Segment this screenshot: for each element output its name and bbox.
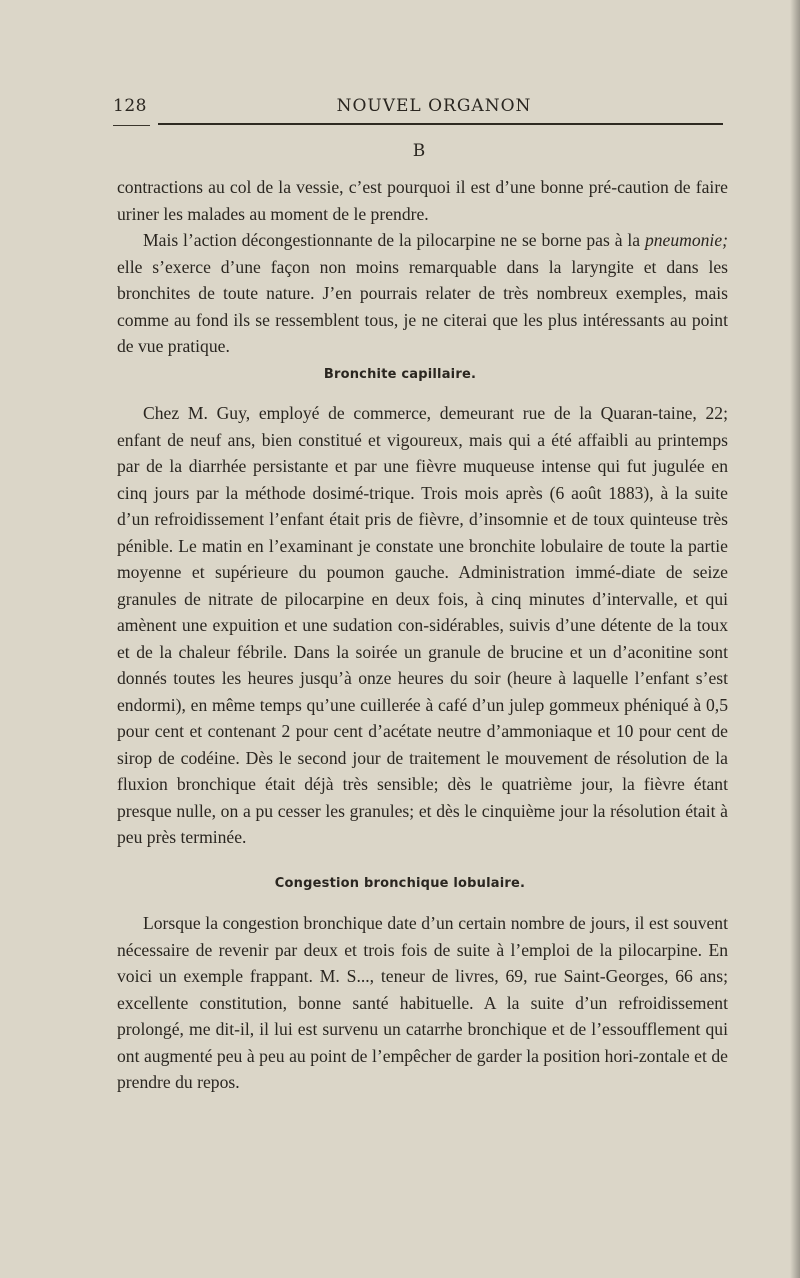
paragraph-block-1 <box>117 174 728 360</box>
paragraph-case-guy: Chez M. Guy, employé de commerce, demeurant rue de la Quaran-taine, 22; enfant de neuf ans, bien constitué et vigoureux, mais qui a été affaibli au printemps par de la diarrhée persistante et par une fièvre muqueuse intense qui fut jugulée en cinq jours par la méthode dosimé-trique. Trois mois après (6 août 1883), à la suite d’un refroidissement l’enfant était pris de fièvre, d’insomnie et de toux quinteuse très pénible. Le matin en l’examinant je constate une bronchite lobulaire de toute la partie moyenne et supérieure du poumon gauche. Administration immé-diate de seize granules de nitrate de pilocarpine en deux fois, à cinq minutes d’intervalle, et qui amènent une expuition et une sudation con-sidérables, suivis d’une détente de la toux et de la chaleur fébrile. Dans la soirée un granule de brucine et un d’aconitine sont donnés toutes les heures jusqu’à onze heures du soir (heure à laquelle l’enfant s’est endormi), en même temps qu’une cuillerée à café d’un julep gommeux phéniqué à 0,5 pour cent et contenant 2 pour cent d’acétate neutre d’ammoniaque et 10 pour cent de sirop de codéine. Dès le second jour de traitement le mouvement de résolution de la fluxion bronchique était déjà très sensible; dès le quatrième jour, la fièvre étant presque nulle, on a pu cesser les granules; et dès le cinquième jour la résolution était à peu près terminée. <box>117 403 728 847</box>
page-edge-shadow <box>790 0 800 1278</box>
running-title: NOUVEL ORGANON <box>336 96 532 116</box>
header-rule-short <box>113 125 150 126</box>
paragraph-text: elle s’exerce d’une façon non moins remarquable dans la laryngite et dans les bronchites de toute nature. J’en pourrais relater de très nombreux exemples, mais comme au fond ils se ressemblent tous, je ne citerai que les plus intéressants au point de vue pratique. <box>117 256 728 356</box>
paragraph-text: Mais l’action décongestionnante de la pilocarpine ne se borne pas à la <box>143 230 645 250</box>
page-number: 128 <box>113 96 147 116</box>
paragraph-block-2 <box>117 400 728 851</box>
header-rule <box>158 123 723 125</box>
subheading-congestion-bronchique: Congestion bronchique lobulaire. <box>274 876 526 891</box>
paragraph-congestion: Lorsque la congestion bronchique date d’un certain nombre de jours, il est souvent nécessaire de revenir par deux et trois fois de suite à l’emploi de la pilocarpine. En voici un exemple frappant. M. S..., teneur de livres, 69, rue Saint-Georges, 66 ans; excellente constitution, bonne santé habituelle. A la suite d’un refroidissement prolongé, me dit-il, il lui est survenu un catarrhe bronchique et de l’essoufflement qui ont augmenté peu à peu au point de l’empêcher de garder la position hori-zontale et de prendre du repos. <box>117 913 728 1092</box>
signature-mark: B <box>412 141 426 161</box>
italic-term: pneumonie; <box>644 230 728 250</box>
paragraph-block-3 <box>117 910 728 1096</box>
paragraph-continuation: contractions au col de la vessie, c’est pourquoi il est d’une bonne pré-caution de faire uriner les malades au moment de le prendre. <box>117 177 728 224</box>
paragraph-pilocarpine <box>117 227 728 360</box>
page-header <box>113 96 725 122</box>
subheading-bronchite-capillaire: Bronchite capillaire. <box>323 367 477 382</box>
